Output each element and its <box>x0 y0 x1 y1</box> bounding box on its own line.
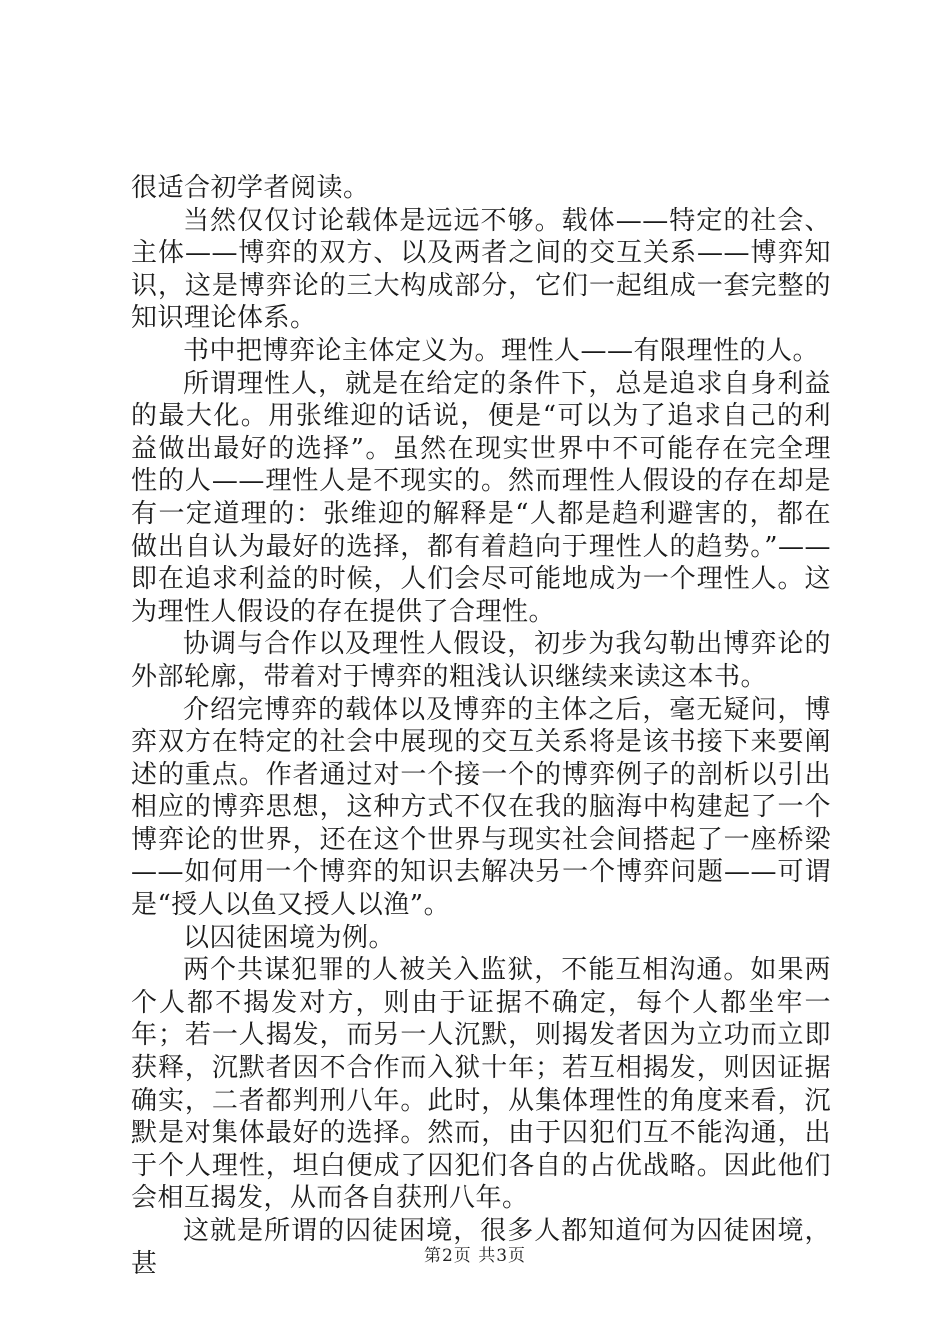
paragraph-5: 协调与合作以及理性人假设，初步为我勾勒出博弈论的外部轮廓，带着对于博弈的粗浅认识继续来读这本书。 <box>131 629 831 692</box>
paragraph-7: 以囚徒困境为例。 <box>183 922 396 953</box>
paragraph-4: 所谓理性人，就是在给定的条件下，总是追求自身利益的最大化。用张维迎的话说，便是“可以为了追求自己的利益做出最好的选择”。虽然在现实世界中不可能存在完全理性的人——理性人是不现实的。然而理性人假设的存在却是有一定道理的：张维迎的解释是“人都是趋利避害的，都在做出自认为最好的选择，都有着趋向于理性人的趋势。”——即在追求利益的时候，人们会尽可能地成为一个理性人。这为理性人假设的存在提供了合理性。 <box>131 368 831 627</box>
paragraph-3: 书中把博弈论主体定义为。理性人——有限理性的人。 <box>183 335 820 366</box>
paragraph-1: 很适合初学者阅读。 <box>131 173 370 203</box>
paragraph-2: 当然仅仅讨论载体是远远不够。载体——特定的社会、主体——博弈的双方、以及两者之间的交互关系——博弈知识，这是博弈论的三大构成部分，它们一起组成一套完整的知识理论体系。 <box>131 205 831 334</box>
paragraph-9: 这就是所谓的囚徒困境，很多人都知道何为囚徒困境，甚 <box>131 1216 831 1279</box>
paragraph-6: 介绍完博弈的载体以及博弈的主体之后，毫无疑问，博弈双方在特定的社会中展现的交互关系将是该书接下来要阐述的重点。作者通过对一个接一个的博弈例子的剖析以引出相应的博弈思想，这种方式不仅在我的脑海中构建起了一个博弈论的世界，还在这个世界与现实社会间搭起了一座桥梁——如何用一个博弈的知识去解决另一个博弈问题——可谓是“授人以鱼又授人以渔”。 <box>131 694 831 921</box>
page-footer: 第2页 共3页 <box>423 1246 527 1266</box>
paragraph-8: 两个共谋犯罪的人被关入监狱，不能互相沟通。如果两个人都不揭发对方，则由于证据不确定，每个人都坐牢一年；若一人揭发，而另一人沉默，则揭发者因为立功而立即获释，沉默者因不合作而入狱十年；若互相揭发，则因证据确实，二者都判刑八年。此时，从集体理性的角度来看，沉默是对集体最好的选择。然而，由于囚犯们互不能沟通，出于个人理性，坦白便成了囚犯们各自的占优战略。因此他们会相互揭发，从而各自获刑八年。 <box>131 955 831 1214</box>
document-body <box>131 172 831 1280</box>
